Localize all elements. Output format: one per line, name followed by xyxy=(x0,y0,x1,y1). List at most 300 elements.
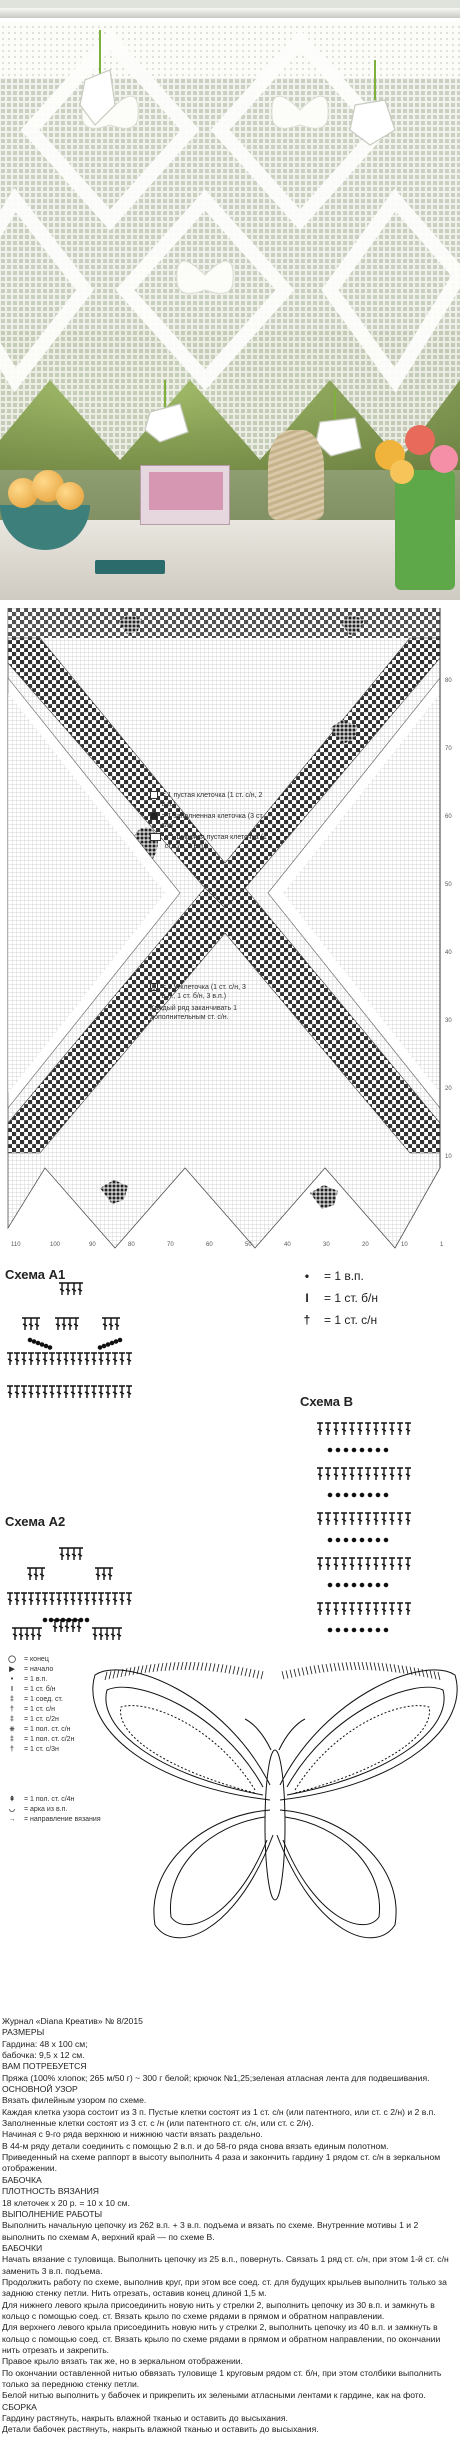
instructions-text xyxy=(2,2016,458,2436)
stitch-tick xyxy=(394,1664,396,1672)
dc-stitch xyxy=(325,1423,331,1435)
chain-stitch xyxy=(344,1583,347,1586)
stitch-tick xyxy=(382,1663,384,1671)
dc-stitch xyxy=(341,1468,347,1480)
dc-stitch xyxy=(71,1283,77,1295)
chain-stitch xyxy=(384,1538,387,1541)
chain-stitch xyxy=(384,1493,387,1496)
stitch-tick xyxy=(294,1669,296,1677)
stitch-tick xyxy=(322,1664,324,1672)
axis-tick-label: 70 xyxy=(445,746,452,752)
stitch-symbol-icon: → xyxy=(8,1816,16,1823)
axis-tick-label: 70 xyxy=(167,1242,174,1248)
dc-stitch xyxy=(95,1568,101,1580)
dc-stitch xyxy=(325,1513,331,1525)
stitch-symbol-icon: ⧺ xyxy=(9,1726,15,1733)
chain-stitch xyxy=(102,1344,105,1347)
instruction-line: Детали бабочек растянуть, накрыть влажной тканью и оставить до высыхания. xyxy=(2,2424,319,2435)
dc-stitch xyxy=(56,1353,62,1365)
axis-tick-label: 40 xyxy=(284,1242,291,1248)
stitch-tick xyxy=(386,1663,388,1671)
dc-stitch xyxy=(107,1568,113,1580)
stitch-symbol-icon: ‡ xyxy=(10,1736,14,1743)
dc-stitch xyxy=(49,1353,55,1365)
legend-item: = 1 заполненная клеточка (3 ст. с/н) xyxy=(161,813,264,829)
stitch-tick xyxy=(354,1662,356,1670)
instruction-line: По окончании оставленной нитью обвязать туловище 1 круговым рядом ст. б/н, при этом столбики выполнить только за переднюю стенку петли. xyxy=(2,2367,442,2389)
chain-stitch xyxy=(336,1493,339,1496)
dc-stitch xyxy=(349,1468,355,1480)
chain-stitch xyxy=(98,1346,101,1349)
stitch-tick xyxy=(193,1662,195,1670)
axis-tick-label: 60 xyxy=(445,814,452,820)
dc-stitch xyxy=(357,1513,363,1525)
chain-stitch xyxy=(36,1341,39,1344)
dc-stitch xyxy=(317,1558,323,1570)
stitch-tick xyxy=(229,1666,231,1674)
stitch-tick xyxy=(306,1667,308,1675)
axis-tick-label: 90 xyxy=(89,1242,96,1248)
chain-stitch xyxy=(344,1538,347,1541)
flower xyxy=(430,445,458,473)
dc-stitch xyxy=(397,1558,403,1570)
dc-stitch xyxy=(12,1628,18,1640)
dc-stitch xyxy=(70,1386,76,1398)
stitch-symbol-icon: ◯ xyxy=(8,1656,16,1663)
stitch-tick xyxy=(225,1665,227,1673)
stitch-tick xyxy=(342,1662,344,1670)
instruction-line: Для нижнего левого крыла присоединить новую нить у стрелки 2, выполнить цепочку из 30 в.п. и замкнуть в кольцо с помощью соед. ст. Вязать крыло по схеме рядами в прямом и обратном направлении. xyxy=(2,2299,435,2321)
chain-stitch xyxy=(48,1346,51,1349)
dc-stitch xyxy=(126,1386,132,1398)
chain-stitch xyxy=(118,1338,121,1341)
stitch-tick xyxy=(434,1671,436,1679)
stitch-symbol-label: = начало xyxy=(24,1666,54,1673)
dc-stitch xyxy=(373,1513,379,1525)
dc-stitch xyxy=(381,1468,387,1480)
stitch-schemes xyxy=(0,1260,460,1660)
instruction-line: СБОРКА xyxy=(2,2401,37,2412)
dc-stitch xyxy=(341,1558,347,1570)
dc-stitch xyxy=(373,1468,379,1480)
dc-stitch xyxy=(63,1386,69,1398)
dc-stitch xyxy=(77,1386,83,1398)
dc-stitch xyxy=(349,1423,355,1435)
dc-stitch xyxy=(14,1353,20,1365)
chain-stitch xyxy=(79,1618,82,1621)
stitch-symbol-icon: I xyxy=(11,1686,13,1693)
stitch-tick xyxy=(358,1662,360,1670)
stitch-tick xyxy=(209,1663,211,1671)
stitch-tick xyxy=(253,1670,255,1678)
stitch-tick xyxy=(414,1667,416,1675)
chain-stitch xyxy=(336,1583,339,1586)
dc-stitch xyxy=(357,1558,363,1570)
instruction-line: ОСНОВНОЙ УЗОР xyxy=(2,2084,78,2095)
stitch-symbol-label: = 1 ст. с/2н xyxy=(24,1716,59,1723)
axis-tick-label: 30 xyxy=(323,1242,330,1248)
chain-stitch xyxy=(360,1628,363,1631)
chain-stitch xyxy=(352,1628,355,1631)
dc-stitch xyxy=(77,1353,83,1365)
dc-stitch xyxy=(73,1318,79,1330)
dc-stitch xyxy=(42,1593,48,1605)
dc-stitch xyxy=(35,1593,41,1605)
legend-item: = 1 пустая клеточка (1 ст. с/н, 2 в.п.) xyxy=(161,792,263,808)
stitch-tick xyxy=(426,1670,428,1678)
legend-note: Каждый ряд заканчивать 1 дополнительным ст. с/н. xyxy=(150,1005,237,1021)
dc-stitch xyxy=(341,1603,347,1615)
stitch-symbol-icon: ‡ xyxy=(10,1696,14,1703)
stitch-symbol-label: = 1 соед. ст. xyxy=(24,1696,63,1703)
dc-stitch xyxy=(84,1353,90,1365)
dc-stitch xyxy=(98,1353,104,1365)
chain-stitch xyxy=(328,1448,331,1451)
dc-stitch xyxy=(349,1558,355,1570)
stitch-symbol-icon: ‡ xyxy=(10,1716,14,1723)
stitch-tick xyxy=(370,1662,372,1670)
dc-stitch xyxy=(126,1593,132,1605)
stitch-tick xyxy=(249,1669,251,1677)
stitch-tick xyxy=(290,1670,292,1678)
dc-stitch xyxy=(21,1386,27,1398)
dc-stitch xyxy=(357,1423,363,1435)
stitch-tick xyxy=(153,1664,155,1672)
stitch-tick xyxy=(346,1662,348,1670)
dc-stitch xyxy=(14,1593,20,1605)
chain-stitch xyxy=(376,1493,379,1496)
stitch-tick xyxy=(217,1664,219,1672)
chain-stitch xyxy=(368,1493,371,1496)
stitch-symbol-label: = 1 в.п. xyxy=(24,1676,48,1683)
dc-stitch xyxy=(21,1593,27,1605)
dc-stitch xyxy=(22,1318,28,1330)
dc-stitch xyxy=(397,1513,403,1525)
dc-stitch xyxy=(381,1423,387,1435)
dc-stitch xyxy=(101,1568,107,1580)
axis-tick-label: 80 xyxy=(128,1242,135,1248)
instruction-line: Начать вязание с туловища. Выполнить цепочку из 25 в.п., повернуть. Связать 1 ряд ст. с/н, при этом 1-й ст. с/н заменить 3 в.п. подъема. xyxy=(2,2254,449,2276)
dc-stitch xyxy=(381,1558,387,1570)
dc-stitch xyxy=(77,1548,83,1560)
stitch-tick xyxy=(314,1666,316,1674)
wide-cell-icon xyxy=(150,833,161,841)
dc-stitch xyxy=(70,1353,76,1365)
chart-legend-v-cell xyxy=(150,983,260,1022)
dc-stitch xyxy=(42,1353,48,1365)
dc-stitch xyxy=(49,1386,55,1398)
stitch-tick xyxy=(362,1662,364,1670)
stitch-tick xyxy=(438,1672,440,1680)
dc-stitch xyxy=(91,1386,97,1398)
axis-tick-label: 80 xyxy=(445,678,452,684)
dc-stitch xyxy=(39,1568,45,1580)
instruction-line: 18 клеточек х 20 р. = 10 х 10 см. xyxy=(2,2197,130,2208)
instruction-line: Вязать филейным узором по схеме. xyxy=(2,2095,147,2106)
dc-stitch xyxy=(389,1513,395,1525)
stitch-symbol-label: = 1 ст. с/н xyxy=(24,1706,56,1713)
chain-stitch xyxy=(67,1618,70,1621)
chain-stitch xyxy=(344,1448,347,1451)
dc-stitch xyxy=(102,1318,108,1330)
dc-stitch xyxy=(98,1386,104,1398)
dc-stitch xyxy=(71,1548,77,1560)
chain-stitch xyxy=(376,1538,379,1541)
dc-stitch xyxy=(7,1386,13,1398)
instruction-line: ВАМ ПОТРЕБУЕТСЯ xyxy=(2,2061,87,2072)
chain-stitch xyxy=(49,1618,52,1621)
dc-stitch xyxy=(63,1593,69,1605)
dc-stitch xyxy=(317,1513,323,1525)
instruction-line: Начиная с 9-го ряда верхнюю и нижнюю части вязать раздельно. xyxy=(2,2129,263,2140)
dc-stitch xyxy=(333,1603,339,1615)
stitch-symbol-label: = конец xyxy=(24,1656,49,1663)
chart-legend-cells xyxy=(150,791,270,851)
stitch-tick xyxy=(197,1662,199,1670)
stitch-tick xyxy=(326,1664,328,1672)
dc-stitch xyxy=(126,1353,132,1365)
stitch-tick xyxy=(201,1662,203,1670)
instruction-line: Журнал «Diana Креатив» № 8/2015 xyxy=(2,2016,143,2026)
curtain-photo xyxy=(0,0,460,600)
axis-tick-label: 20 xyxy=(362,1242,369,1248)
instruction-line: ВЫПОЛНЕНИЕ РАБОТЫ xyxy=(2,2208,103,2219)
dc-stitch xyxy=(24,1628,30,1640)
chain-stitch xyxy=(336,1448,339,1451)
dc-stitch xyxy=(36,1628,42,1640)
stitch-tick xyxy=(430,1670,432,1678)
chain-symbol-icon: • xyxy=(304,1269,310,1283)
dc-stitch xyxy=(105,1353,111,1365)
stitch-tick xyxy=(145,1665,147,1673)
dc-stitch xyxy=(114,1318,120,1330)
dc-stitch xyxy=(349,1603,355,1615)
chain-stitch xyxy=(106,1343,109,1346)
stitch-tick xyxy=(261,1671,263,1679)
dc-stitch xyxy=(317,1603,323,1615)
symbol-label: = 1 в.п. xyxy=(324,1269,364,1283)
stitch-tick xyxy=(374,1662,376,1670)
stitch-symbol-icon: • xyxy=(10,1676,14,1683)
chain-stitch xyxy=(110,1341,113,1344)
chain-stitch xyxy=(344,1628,347,1631)
stitch-tick xyxy=(406,1666,408,1674)
dc-stitch xyxy=(42,1386,48,1398)
instruction-line: Правое крыло вязать так же, но в зеркальном отображении. xyxy=(2,2356,243,2367)
stitch-tick xyxy=(169,1662,171,1670)
stitch-tick xyxy=(338,1663,340,1671)
chain-stitch xyxy=(360,1448,363,1451)
chain-stitch xyxy=(352,1583,355,1586)
dc-stitch xyxy=(33,1568,39,1580)
stitch-tick xyxy=(189,1662,191,1670)
chain-stitch xyxy=(360,1538,363,1541)
twine-spool xyxy=(268,430,324,520)
dc-stitch xyxy=(34,1318,40,1330)
chain-stitch xyxy=(336,1628,339,1631)
dc-stitch xyxy=(389,1423,395,1435)
dc-stitch xyxy=(365,1513,371,1525)
chain-stitch xyxy=(328,1628,331,1631)
dc-stitch xyxy=(77,1283,83,1295)
flower xyxy=(390,460,414,484)
stitch-tick xyxy=(402,1666,404,1674)
filet-grid xyxy=(0,608,460,1253)
dc-stitch xyxy=(389,1558,395,1570)
stitch-symbol-icon: ▶ xyxy=(9,1666,15,1673)
dc-stitch xyxy=(341,1423,347,1435)
scheme-a2-diagram xyxy=(7,1548,132,1640)
chain-stitch xyxy=(28,1338,31,1341)
stitch-symbol-label: = 1 ст. с/3н xyxy=(24,1746,59,1753)
dc-stitch xyxy=(397,1468,403,1480)
dc-stitch xyxy=(30,1628,36,1640)
dc-stitch xyxy=(67,1318,73,1330)
stitch-symbol-label: = 1 пол. ст. с/2н xyxy=(24,1736,75,1743)
dc-stitch xyxy=(27,1568,33,1580)
dc-stitch xyxy=(35,1353,41,1365)
axis-tick-label: 30 xyxy=(445,1018,452,1024)
dc-stitch xyxy=(119,1386,125,1398)
chain-stitch xyxy=(344,1493,347,1496)
dc-stitch xyxy=(397,1423,403,1435)
instruction-line: Каждая клетка узора состоит из 3 п. Пустые клетки состоят из 1 ст. с/н (или патентного, или ст. с 2/н) и 2 в.п. Заполненные клетки состоят из 3 ст. с /н (или патентного ст. с/н, или ст. с 2/н). xyxy=(2,2106,436,2129)
stitch-tick xyxy=(237,1667,239,1675)
chain-stitch xyxy=(43,1618,46,1621)
dc-stitch xyxy=(397,1603,403,1615)
dc-stitch xyxy=(405,1423,411,1435)
symbol-label: = 1 ст. с/н xyxy=(324,1313,378,1327)
chain-stitch xyxy=(376,1628,379,1631)
instruction-line: Приведенный на схеме раппорт в высоту выполнить 4 раза и закончить гардину 1 рядом ст. с/н в зеркальном отображении. xyxy=(2,2152,441,2174)
chain-stitch xyxy=(360,1583,363,1586)
dc-stitch xyxy=(405,1603,411,1615)
dc-stitch xyxy=(389,1468,395,1480)
dc-stitch xyxy=(84,1386,90,1398)
chain-stitch xyxy=(40,1343,43,1346)
axis-tick-label: 40 xyxy=(445,950,452,956)
dc-stitch xyxy=(70,1593,76,1605)
stitch-tick xyxy=(165,1663,167,1671)
instruction-line: РАЗМЕРЫ xyxy=(2,2027,45,2038)
chain-stitch xyxy=(114,1340,117,1343)
stitch-tick xyxy=(257,1670,259,1678)
instruction-line: Пряжа (100% хлопок; 265 м/50 г) ~ 300 г белой; крючок №1,25;зеленая атласная лента для подвешивания. xyxy=(2,2072,430,2083)
dc-stitch xyxy=(365,1468,371,1480)
stitch-tick xyxy=(286,1670,288,1678)
dc-stitch xyxy=(91,1593,97,1605)
chain-stitch xyxy=(376,1448,379,1451)
notebook xyxy=(95,560,165,574)
stitch-tick xyxy=(221,1664,223,1672)
sc-symbol-icon: I xyxy=(305,1291,309,1305)
dc-stitch xyxy=(373,1423,379,1435)
dc-stitch xyxy=(63,1353,69,1365)
flower xyxy=(405,425,435,455)
stitch-symbol-icon: † xyxy=(10,1746,14,1753)
axis-tick-label: 10 xyxy=(445,1154,452,1160)
filet-chart xyxy=(0,608,460,1253)
stitch-tick xyxy=(125,1668,127,1676)
stitch-tick xyxy=(330,1663,332,1671)
axis-tick-label: 10 xyxy=(401,1242,408,1248)
scheme-a1-title: Схема А1 xyxy=(5,1267,66,1282)
stitch-tick xyxy=(205,1663,207,1671)
stitch-symbol-label: = 1 пол. ст. с/н xyxy=(24,1726,71,1733)
stitch-symbol-icon: ⇞ xyxy=(9,1796,15,1803)
dc-stitch xyxy=(405,1513,411,1525)
stitch-tick xyxy=(113,1670,115,1678)
dc-stitch xyxy=(28,1353,34,1365)
dc-stitch xyxy=(28,1593,34,1605)
dc-stitch xyxy=(112,1353,118,1365)
stitch-tick xyxy=(378,1663,380,1671)
instruction-line: Белой нитью выполнить у бабочек и прикрепить их зелеными атласными лентами к гардине, как на фото. xyxy=(2,2390,426,2401)
stitch-symbol-icon: ◡ xyxy=(8,1806,16,1813)
chain-stitch xyxy=(376,1583,379,1586)
empty-cell-icon xyxy=(150,791,158,799)
chain-stitch xyxy=(328,1493,331,1496)
dc-stitch xyxy=(341,1513,347,1525)
chain-stitch xyxy=(384,1583,387,1586)
dc-stitch xyxy=(381,1513,387,1525)
dc-stitch xyxy=(65,1283,71,1295)
stitch-symbol-label: = направление вязания xyxy=(24,1816,101,1823)
instruction-line: Гардина: 48 х 100 см; xyxy=(2,2038,88,2049)
chain-stitch xyxy=(73,1618,76,1621)
instruction-line: ПЛОТНОСТЬ ВЯЗАНИЯ xyxy=(2,2186,100,2197)
chain-stitch xyxy=(61,1618,64,1621)
dc-stitch xyxy=(98,1593,104,1605)
stitch-tick xyxy=(318,1665,320,1673)
stitch-tick xyxy=(245,1668,247,1676)
stitch-tick xyxy=(141,1666,143,1674)
chain-stitch xyxy=(384,1628,387,1631)
dc-stitch xyxy=(56,1593,62,1605)
dc-stitch xyxy=(59,1548,65,1560)
stitch-tick xyxy=(161,1663,163,1671)
dc-stitch xyxy=(65,1548,71,1560)
dc-stitch xyxy=(373,1558,379,1570)
dc-stitch xyxy=(317,1423,323,1435)
instruction-line: БАБОЧКИ xyxy=(2,2242,43,2253)
stitch-tick xyxy=(177,1662,179,1670)
stitch-tick xyxy=(109,1671,111,1679)
chain-stitch xyxy=(360,1493,363,1496)
dc-stitch xyxy=(333,1558,339,1570)
stitch-tick xyxy=(241,1667,243,1675)
stitch-tick xyxy=(310,1666,312,1674)
stitch-tick xyxy=(398,1665,400,1673)
stitch-tick xyxy=(105,1672,107,1680)
butterfly-diagram xyxy=(85,1635,460,2010)
chain-stitch xyxy=(352,1448,355,1451)
dc-stitch xyxy=(28,1386,34,1398)
chain-stitch xyxy=(328,1538,331,1541)
stitch-tick xyxy=(298,1668,300,1676)
scheme-b-title: Схема В xyxy=(300,1394,354,1409)
dc-stitch xyxy=(21,1353,27,1365)
stitch-tick xyxy=(350,1662,352,1670)
dc-stitch xyxy=(14,1386,20,1398)
dc-stitch xyxy=(56,1386,62,1398)
dc-stitch xyxy=(49,1593,55,1605)
dc-stitch xyxy=(55,1318,61,1330)
stitch-tick xyxy=(390,1664,392,1672)
chain-stitch xyxy=(32,1340,35,1343)
dc-stitch xyxy=(317,1468,323,1480)
flower-pot xyxy=(395,470,455,590)
